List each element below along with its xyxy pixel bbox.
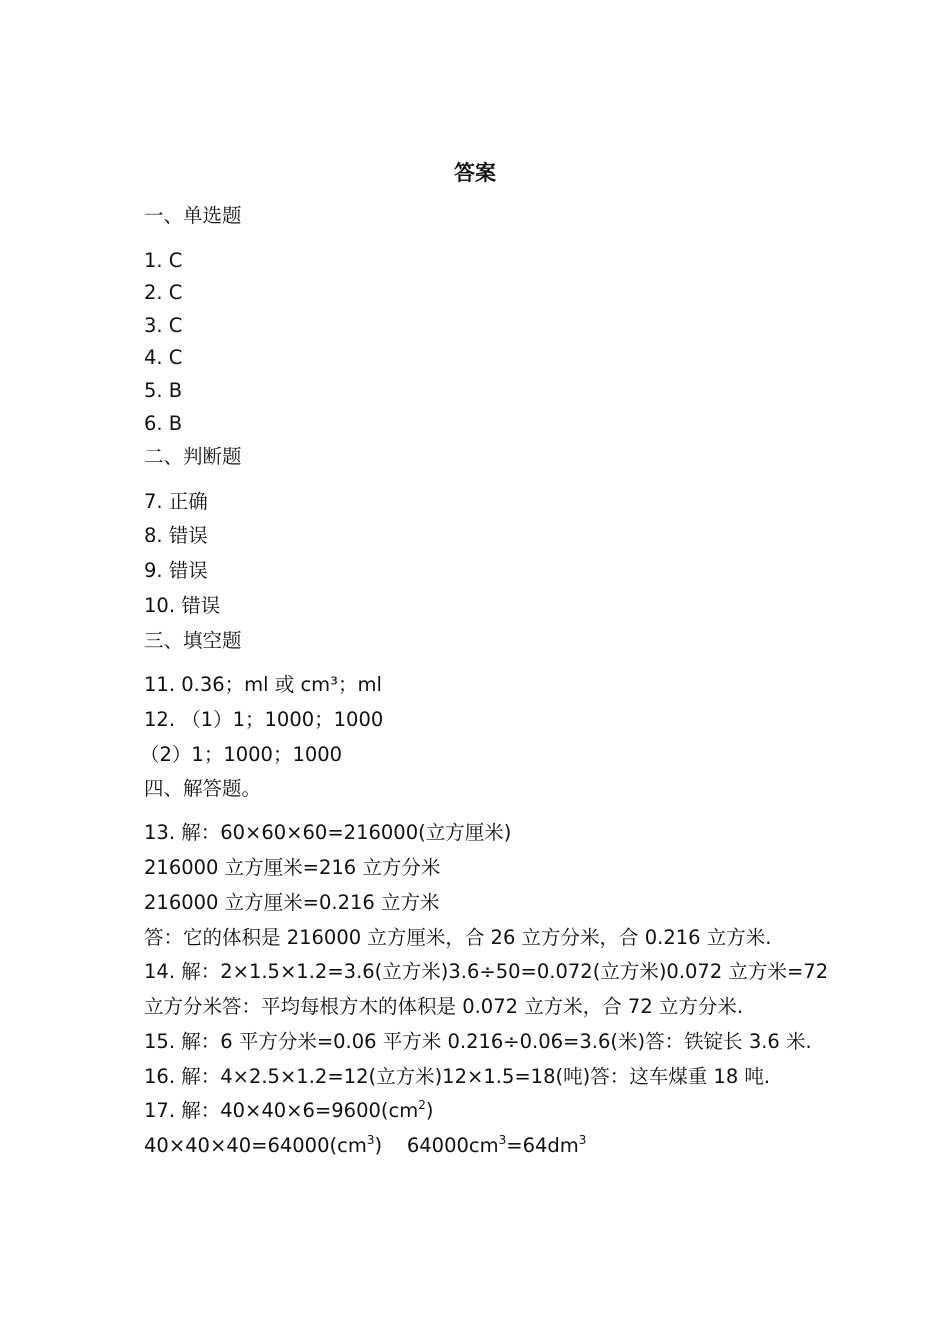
answer-line: [144, 1097, 433, 1127]
page-title: 答案: [454, 161, 496, 185]
formula-text: ): [425, 1099, 434, 1122]
answer-line: 8. 错误: [144, 524, 208, 547]
section-heading-fill-blank: 三、填空题: [144, 629, 242, 652]
answer-line: 15. 解：6 平方分米=0.06 平方米 0.216÷0.06=3.6(米)答：铁锭长 3.6 米.: [144, 1030, 812, 1053]
formula-text: ) 64000cm: [374, 1134, 499, 1157]
answer-line: 1. C: [144, 249, 183, 272]
answer-line: 14. 解：2×1.5×1.2=3.6(立方米)3.6÷50=0.072(立方米)0.072 立方米=72: [144, 960, 829, 983]
answer-line: 9. 错误: [144, 559, 208, 582]
answer-line: 12. （1）1；1000；1000: [144, 708, 384, 731]
answer-line: 5. B: [144, 379, 183, 402]
answer-line: [144, 1132, 586, 1162]
section-heading-solve: 四、解答题。: [144, 777, 262, 800]
answer-line: （2）1；1000；1000: [140, 743, 343, 766]
superscript: 2: [418, 1098, 426, 1112]
answer-line: 216000 立方厘米=216 立方分米: [144, 856, 441, 879]
section-heading-single-choice: 一、单选题: [144, 204, 242, 227]
superscript: 3: [366, 1133, 375, 1147]
answer-line: 2. C: [144, 281, 183, 304]
formula-text: =64dm: [506, 1134, 579, 1157]
answer-line: 答：它的体积是 216000 立方厘米，合 26 立方分米，合 0.216 立方米.: [144, 926, 772, 949]
answer-line: 4. C: [144, 346, 183, 369]
answer-line: 7. 正确: [144, 490, 208, 513]
superscript: 3: [578, 1133, 587, 1147]
answer-line: 10. 错误: [144, 594, 221, 617]
answer-line: 11. 0.36；ml 或 cm³；ml: [144, 673, 382, 696]
answer-line: 16. 解：4×2.5×1.2=12(立方米)12×1.5=18(吨)答：这车煤重 18 吨.: [144, 1065, 771, 1088]
superscript: 3: [498, 1133, 507, 1147]
answer-line: 13. 解：60×60×60=216000(立方厘米): [144, 821, 512, 844]
formula-text: 40×40×40=64000(cm: [144, 1134, 367, 1157]
answer-line: 6. B: [144, 412, 183, 435]
formula-text: 17. 解：40×40×6=9600(cm: [144, 1099, 419, 1122]
answer-line: 3. C: [144, 314, 183, 337]
answer-line: 立方分米答：平均每根方木的体积是 0.072 立方米，合 72 立方分米.: [144, 995, 744, 1018]
answer-line: 216000 立方厘米=0.216 立方米: [144, 891, 440, 914]
section-heading-true-false: 二、判断题: [144, 445, 242, 468]
